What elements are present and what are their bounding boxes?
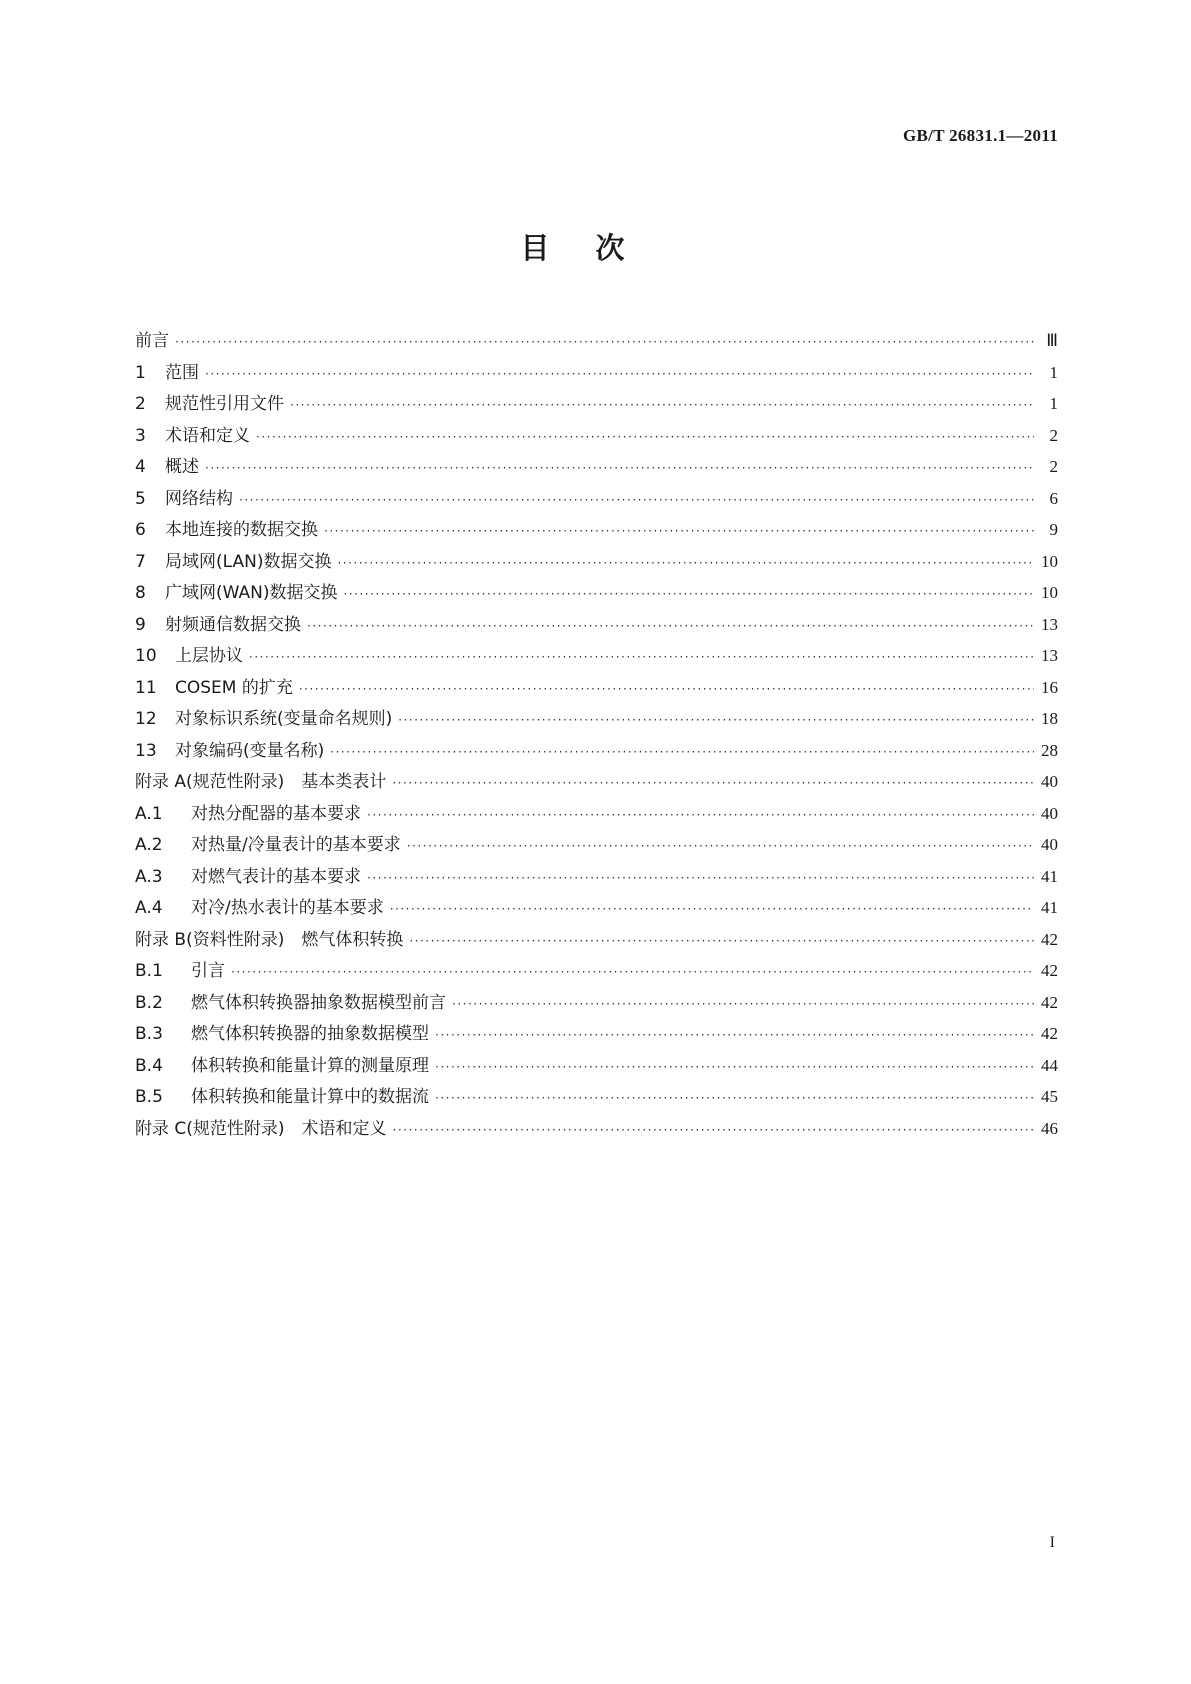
toc-entry-page: 40 [1041, 835, 1058, 854]
toc-leader-dots [256, 430, 1034, 444]
toc-entry[interactable] [135, 515, 1058, 547]
toc-entry-label: 术语和定义 [165, 425, 250, 446]
toc-entry-page: 42 [1041, 992, 1058, 1012]
toc-entry-label: 前言 [135, 331, 169, 351]
toc-leader-dots [367, 808, 1034, 822]
table-of-contents [135, 326, 1058, 1145]
toc-entry-number: 13 [135, 740, 157, 761]
toc-entry-page: 46 [1041, 1118, 1058, 1138]
toc-entry-label: 体积转换和能量计算的测量原理 [191, 1055, 429, 1076]
toc-entry-number: A.3 [135, 866, 163, 887]
toc-entry-page: 10 [1041, 583, 1058, 602]
toc-leader-dots [435, 1060, 1034, 1074]
toc-entry-label: 概述 [165, 457, 199, 477]
toc-entry[interactable] [135, 484, 1058, 516]
toc-entry-page: 40 [1041, 772, 1058, 791]
toc-leader-dots [393, 1123, 1034, 1137]
toc-entry-page: 10 [1041, 551, 1058, 571]
toc-entry-number: 10 [135, 646, 157, 666]
toc-entry-page: 41 [1041, 866, 1058, 886]
toc-entry-page: 42 [1041, 961, 1058, 980]
toc-entry[interactable] [135, 421, 1058, 453]
toc-entry-page: 40 [1041, 803, 1058, 823]
toc-entry-number: 12 [135, 709, 157, 729]
toc-leader-dots [205, 461, 1034, 475]
toc-entry-label: 对象标识系统(变量命名规则) [175, 709, 393, 729]
toc-entry[interactable] [135, 610, 1058, 642]
toc-entry[interactable] [135, 736, 1058, 768]
toc-entry-label: 附录 C(规范性附录) 术语和定义 [135, 1118, 387, 1139]
toc-entry-number: 2 [135, 394, 146, 414]
toc-leader-dots [239, 493, 1034, 507]
toc-leader-dots [390, 902, 1034, 916]
toc-entry-label: COSEM 的扩充 [175, 677, 293, 698]
toc-entry[interactable] [135, 358, 1058, 390]
toc-entry-number: 8 [135, 583, 146, 603]
toc-entry-page: 28 [1041, 740, 1058, 760]
toc-leader-dots [398, 713, 1034, 727]
toc-entry-label: 局域网(LAN)数据交换 [165, 551, 332, 572]
toc-entry-label: 燃气体积转换器的抽象数据模型 [191, 1024, 429, 1044]
toc-leader-dots [290, 398, 1034, 412]
toc-entry-page: 42 [1041, 929, 1058, 949]
toc-entry[interactable] [135, 1051, 1058, 1083]
toc-entry-label: 对象编码(变量名称) [175, 740, 325, 761]
toc-entry[interactable] [135, 1082, 1058, 1114]
toc-entry[interactable] [135, 326, 1058, 358]
toc-entry-number: 7 [135, 551, 146, 572]
toc-entry-number: B.3 [135, 1024, 163, 1044]
toc-entry-number: B.4 [135, 1055, 163, 1076]
toc-entry-label: 体积转换和能量计算中的数据流 [191, 1087, 429, 1107]
toc-entry-label: 附录 B(资料性附录) 燃气体积转换 [135, 929, 404, 950]
toc-entry-label: 范围 [165, 362, 199, 383]
toc-entry[interactable] [135, 452, 1058, 484]
toc-entry-number: B.2 [135, 992, 163, 1013]
toc-entry-page: 9 [1049, 520, 1058, 539]
toc-leader-dots [231, 965, 1034, 979]
toc-leader-dots [205, 367, 1034, 381]
toc-entry-label: 网络结构 [165, 488, 233, 509]
toc-entry-label: 对热量/冷量表计的基本要求 [191, 835, 401, 855]
toc-entry-label: 规范性引用文件 [165, 394, 284, 414]
toc-entry[interactable] [135, 799, 1058, 831]
toc-entry-label: 对冷/热水表计的基本要求 [191, 898, 384, 918]
toc-leader-dots [337, 556, 1034, 570]
toc-leader-dots [175, 335, 1034, 349]
page-number: I [1049, 1534, 1055, 1551]
toc-entry-label: 引言 [191, 961, 225, 981]
toc-entry-page: 42 [1041, 1024, 1058, 1043]
toc-entry[interactable] [135, 704, 1058, 736]
toc-entry-page: Ⅲ [1046, 331, 1058, 350]
toc-entry[interactable] [135, 578, 1058, 610]
toc-entry[interactable] [135, 641, 1058, 673]
toc-leader-dots [307, 619, 1034, 633]
toc-entry-label: 广域网(WAN)数据交换 [165, 583, 338, 603]
toc-entry-label: 燃气体积转换器抽象数据模型前言 [191, 992, 446, 1013]
toc-leader-dots [407, 839, 1034, 853]
toc-entry-number: 11 [135, 677, 157, 698]
toc-leader-dots [392, 776, 1034, 790]
toc-entry-number: A.1 [135, 803, 163, 824]
standard-code: GB/T 26831.1—2011 [903, 126, 1058, 145]
toc-entry[interactable] [135, 988, 1058, 1020]
toc-entry[interactable] [135, 767, 1058, 799]
toc-leader-dots [344, 587, 1035, 601]
toc-entry-number: 1 [135, 362, 146, 383]
toc-entry-page: 16 [1041, 677, 1058, 697]
toc-leader-dots [435, 1091, 1034, 1105]
toc-entry-number: B.5 [135, 1087, 163, 1107]
toc-entry-page: 6 [1049, 488, 1058, 508]
toc-leader-dots [367, 871, 1034, 885]
toc-entry-page: 2 [1049, 457, 1058, 476]
toc-entry-page: 1 [1049, 394, 1058, 413]
toc-entry[interactable] [135, 547, 1058, 579]
toc-title: 目次 [520, 231, 671, 265]
toc-entry-number: A.2 [135, 835, 163, 855]
toc-entry-label: 附录 A(规范性附录) 基本类表计 [135, 772, 387, 792]
toc-entry-number: B.1 [135, 961, 163, 981]
toc-entry[interactable] [135, 830, 1058, 862]
toc-leader-dots [249, 650, 1034, 664]
toc-entry-page: 41 [1041, 898, 1058, 917]
toc-entry-page: 2 [1049, 425, 1058, 445]
toc-entry-label: 对热分配器的基本要求 [191, 803, 361, 824]
toc-entry[interactable] [135, 1114, 1058, 1146]
toc-entry-number: 4 [135, 457, 146, 477]
toc-entry[interactable] [135, 389, 1058, 421]
toc-entry[interactable] [135, 862, 1058, 894]
toc-entry-number: 6 [135, 520, 146, 540]
toc-entry-number: 9 [135, 614, 146, 635]
toc-entry[interactable] [135, 925, 1058, 957]
toc-leader-dots [324, 524, 1034, 538]
toc-entry-number: 3 [135, 425, 146, 446]
toc-entry-page: 13 [1041, 646, 1058, 665]
toc-leader-dots [409, 934, 1034, 948]
toc-entry-page: 45 [1041, 1087, 1058, 1106]
toc-entry-page: 13 [1041, 614, 1058, 634]
toc-entry-page: 18 [1041, 709, 1058, 728]
toc-leader-dots [435, 1028, 1034, 1042]
toc-entry-page: 44 [1041, 1055, 1058, 1075]
toc-entry-label: 对燃气表计的基本要求 [191, 866, 361, 887]
toc-entry-number: 5 [135, 488, 146, 509]
toc-entry[interactable] [135, 956, 1058, 988]
toc-entry[interactable] [135, 673, 1058, 705]
toc-entry[interactable] [135, 1019, 1058, 1051]
toc-entry-number: A.4 [135, 898, 163, 918]
toc-entry-label: 射频通信数据交换 [165, 614, 301, 635]
toc-leader-dots [452, 997, 1034, 1011]
toc-entry[interactable] [135, 893, 1058, 925]
toc-entry-label: 上层协议 [175, 646, 243, 666]
toc-leader-dots [299, 682, 1034, 696]
toc-leader-dots [330, 745, 1034, 759]
toc-entry-page: 1 [1049, 362, 1058, 382]
toc-entry-label: 本地连接的数据交换 [165, 520, 318, 540]
